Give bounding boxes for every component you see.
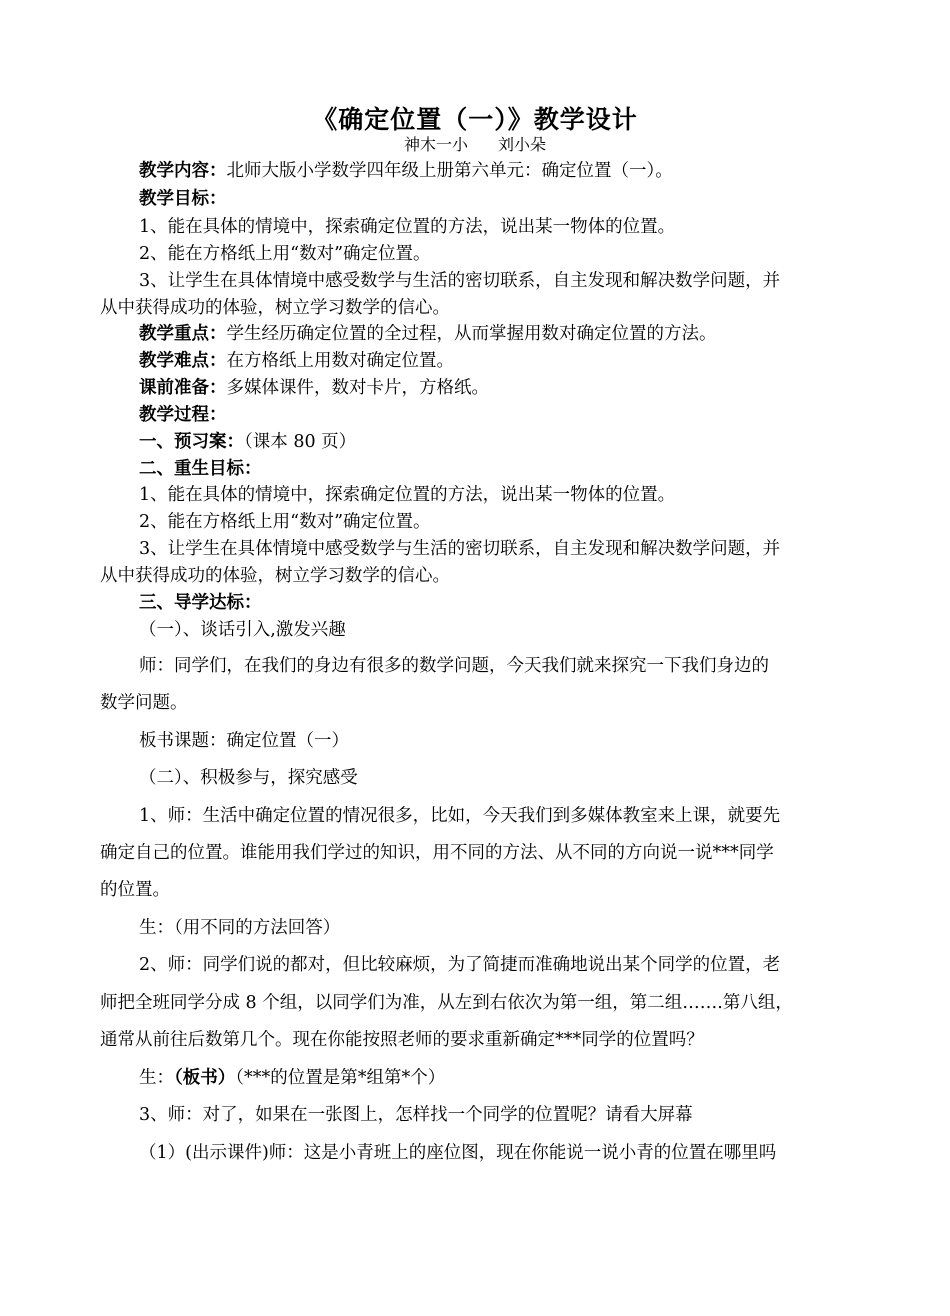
teaching-content-text: 北师大版小学数学四年级上册第六单元：确定位置（一）。 (226, 161, 673, 181)
answer-2-label: 生： (139, 1068, 174, 1088)
difficulty-label: 教学难点： (139, 351, 227, 371)
question-1-line-1: 1、师：生活中确定位置的情况很多，比如，今天我们到多媒体教室来上课，就要先 (139, 806, 781, 826)
section-2-heading: 二、重生目标： (139, 459, 262, 479)
question-1-line-3: 的位置。 (100, 880, 170, 900)
goal-3-line-2: 从中获得成功的体验，树立学习数学的信心。 (100, 298, 450, 318)
part-2-heading: （二）、积极参与，探究感受 (139, 768, 358, 788)
section-2-goal-1: 1、能在具体的情境中，探索确定位置的方法，说出某一物体的位置。 (139, 485, 676, 505)
author-line (0, 135, 950, 155)
section-2-goal-3-line-1: 3、让学生在具体情境中感受数学与生活的密切联系，自主发现和解决数学问题，并 (139, 539, 781, 559)
key-point-text: 学生经历确定位置的全过程，从而掌握用数对确定位置的方法。 (226, 324, 717, 344)
question-4: （1）(出示课件)师：这是小青班上的座位图，现在你能说一说小青的位置在哪里吗 (139, 1143, 777, 1163)
preparation (139, 375, 489, 401)
section-3-heading: 三、导学达标： (139, 593, 262, 613)
question-1-line-2: 确定自己的位置。谁能用我们学过的知识，用不同的方法、从不同的方向说一说***同学 (100, 843, 774, 863)
answer-2-bold: （板书） (174, 1068, 236, 1088)
author-name: 刘小朵 (498, 135, 547, 154)
part-1-line-1: 师：同学们，在我们的身边有很多的数学问题，今天我们就来探究一下我们身边的 (139, 656, 769, 676)
section-1-label: 一、预习案： (139, 432, 244, 452)
goals-heading: 教学目标： (139, 189, 227, 209)
section-1 (139, 429, 356, 455)
goal-2: 2、能在方格纸上用“数对”确定位置。 (139, 244, 431, 264)
document-title: 《确定位置（一）》教学设计 (312, 105, 638, 134)
teaching-content (139, 158, 673, 184)
question-3: 3、师：对了，如果在一张图上，怎样找一个同学的位置呢？请看大屏幕 (139, 1105, 693, 1125)
answer-1: 生：（用不同的方法回答） (139, 918, 341, 938)
part-1-line-2: 数学问题。 (100, 693, 188, 713)
difficulty-text: 在方格纸上用数对确定位置。 (226, 351, 454, 371)
question-2-line-3: 通常从前往后数第几个。现在你能按照老师的要求重新确定***同学的位置吗？ (100, 1030, 704, 1050)
goal-3-line-1: 3、让学生在具体情境中感受数学与生活的密切联系，自主发现和解决数学问题，并 (139, 271, 781, 291)
board-topic: 板书课题：确定位置（一） (139, 731, 349, 751)
question-2-line-1: 2、师：同学们说的都对，但比较麻烦，为了简捷而准确地说出某个同学的位置，老 (139, 955, 781, 975)
answer-2-text: （***的位置是第*组第*个） (235, 1068, 446, 1088)
difficulty (139, 348, 454, 374)
part-1-heading: （一）、谈话引入,激发兴趣 (139, 620, 346, 640)
teaching-content-label: 教学内容： (139, 161, 227, 181)
key-point (139, 321, 717, 347)
school-name: 神木一小 (403, 135, 468, 154)
question-2-line-2: 师把全班同学分成 8 个组，以同学们为准，从左到右依次为第一组，第二组…….第八组， (100, 993, 793, 1013)
goal-1: 1、能在具体的情境中，探索确定位置的方法，说出某一物体的位置。 (139, 217, 676, 237)
section-2-goal-2: 2、能在方格纸上用“数对”确定位置。 (139, 512, 431, 532)
process-heading: 教学过程： (139, 405, 227, 425)
section-1-text: （课本 80 页） (244, 432, 357, 452)
key-point-label: 教学重点： (139, 324, 227, 344)
preparation-text: 多媒体课件，数对卡片，方格纸。 (226, 378, 489, 398)
preparation-label: 课前准备： (139, 378, 227, 398)
section-2-goal-3-line-2: 从中获得成功的体验，树立学习数学的信心。 (100, 566, 450, 586)
answer-2 (139, 1065, 445, 1091)
